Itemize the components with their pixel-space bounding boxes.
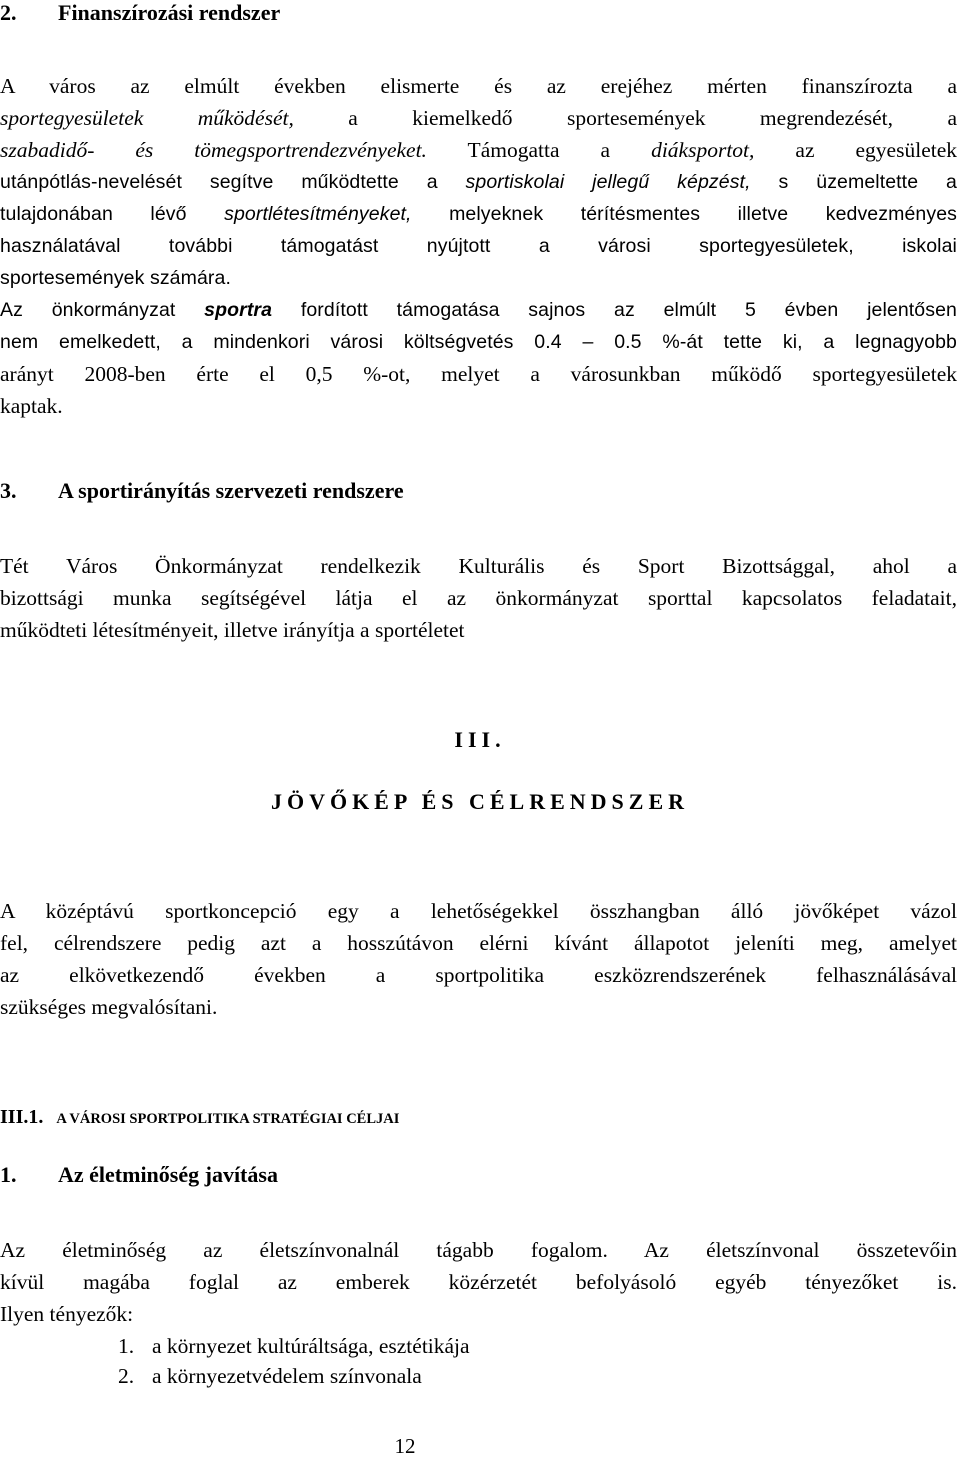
text-run: utánpótlás-nevelését segítve működtette a: [0, 171, 466, 193]
goal-1-number: 1.: [0, 1162, 17, 1187]
subsection-title: A VÁROSI SPORTPOLITIKA STRATÉGIAI CÉLJAI: [56, 1111, 400, 1127]
goal-1-heading: [0, 1162, 957, 1188]
text-run: melyeknek térítésmentes illetve kedvezményes: [411, 203, 957, 225]
paragraph-line: Tét Város Önkormányzat rendelkezik Kulturális és Sport Bizottsággal, ahol a: [0, 554, 957, 578]
paragraph-line: [0, 198, 957, 230]
text-run: használatával további támogatást nyújtott a városi sportegyesületek, iskolai: [0, 235, 957, 257]
section-2-title: Finanszírozási rendszer: [58, 0, 281, 25]
section-3-number: 3.: [0, 478, 17, 503]
text-run: az egyesületek: [754, 138, 958, 162]
subsection-number: III.1.: [0, 1106, 44, 1128]
section-2-number: 2.: [0, 0, 17, 25]
text-run: sportiskolai jellegű képzést,: [465, 171, 751, 193]
section-2-paragraph-1: [0, 70, 957, 294]
text-run: Az önkormányzat: [0, 299, 205, 321]
goal-1-paragraph: [0, 1234, 957, 1330]
text-run: s üzemeltette a: [750, 171, 957, 193]
subsection-heading: [0, 1106, 957, 1129]
goal-1-title: Az életminőség javítása: [58, 1162, 278, 1187]
text-run: fordított támogatása sajnos az elmúlt 5 évben jelentősen: [272, 299, 957, 321]
page-number: 12: [394, 1434, 416, 1458]
paragraph-line: [0, 390, 957, 422]
paragraph-line: fel, célrendszere pedig azt a hosszútávon elérni kívánt állapotot jeleníti meg, amelyet: [0, 931, 957, 955]
text-run: Támogatta a: [426, 138, 652, 162]
paragraph-line: bizottsági munka segítségével látja el az önkormányzat sporttal kapcsolatos feladatait,: [0, 586, 957, 610]
text-run: sportra: [204, 299, 273, 321]
text-run: sportegyesületek működését,: [0, 106, 294, 130]
section-2-paragraph-2: [0, 294, 957, 422]
paragraph-line: szükséges megvalósítani.: [0, 995, 218, 1019]
paragraph-line: Az életminőség az életszínvonalnál tágabb fogalom. Az életszínvonal összetevőin: [0, 1238, 957, 1262]
list-item-number: 2.: [118, 1364, 135, 1388]
text-run: sportlétesítményeket,: [224, 203, 412, 225]
text-run: nem emelkedett, a mindenkori városi költségvetés 0.4 – 0.5 %-át tette ki, a legnagyobb: [0, 331, 957, 353]
paragraph-line: [0, 262, 957, 294]
text-run: a kiemelkedő sportesemények megrendezését, a: [293, 106, 958, 130]
text-run: A város az elmúlt években elismerte és az erejéhez mérten finanszírozta a: [0, 74, 957, 98]
text-run: tulajdonában lévő: [0, 203, 225, 225]
chapter-title: JÖVŐKÉP ÉS CÉLRENDSZER: [270, 789, 690, 814]
list-item: [118, 1360, 422, 1392]
paragraph-line: [0, 166, 957, 198]
section-3-paragraph: [0, 550, 957, 646]
paragraph-line: Ilyen tényezők:: [0, 1302, 134, 1326]
text-run: sportesemények számára.: [0, 267, 231, 289]
list-item: [118, 1330, 470, 1362]
list-item-number: 1.: [118, 1334, 135, 1358]
text-run: kaptak.: [0, 394, 63, 418]
list-item-text: a környezetvédelem színvonala: [152, 1364, 422, 1388]
paragraph-line: [0, 294, 957, 326]
paragraph-line: kívül magába foglal az emberek közérzetét befolyásoló egyéb tényezőket is.: [0, 1270, 957, 1294]
paragraph-line: [0, 326, 957, 358]
chapter-number: III.: [454, 727, 506, 752]
text-run: szabadidő- és tömegsportrendezvényeket.: [0, 138, 427, 162]
text-run: diáksportot,: [651, 138, 755, 162]
section-2-heading: [0, 0, 957, 26]
paragraph-line: [0, 70, 957, 102]
paragraph-line: működteti létesítményeit, illetve irányítja a sportéletet: [0, 618, 465, 642]
paragraph-line: [0, 102, 957, 134]
paragraph-line: az elkövetkezendő években a sportpolitika eszközrendszerének felhasználásával: [0, 963, 957, 987]
chapter-paragraph: [0, 895, 957, 1023]
paragraph-line: [0, 358, 957, 390]
list-item-text: a környezet kultúráltsága, esztétikája: [152, 1334, 470, 1358]
text-run: arányt 2008-ben érte el 0,5 %-ot, melyet a városunkban működő sportegyesületek: [0, 362, 957, 386]
paragraph-line: [0, 230, 957, 262]
paragraph-line: A középtávú sportkoncepció egy a lehetőségekkel összhangban álló jövőképet vázol: [0, 899, 957, 923]
section-3-title: A sportirányítás szervezeti rendszere: [58, 478, 404, 503]
section-3-heading: [0, 478, 957, 504]
paragraph-line: [0, 134, 957, 166]
